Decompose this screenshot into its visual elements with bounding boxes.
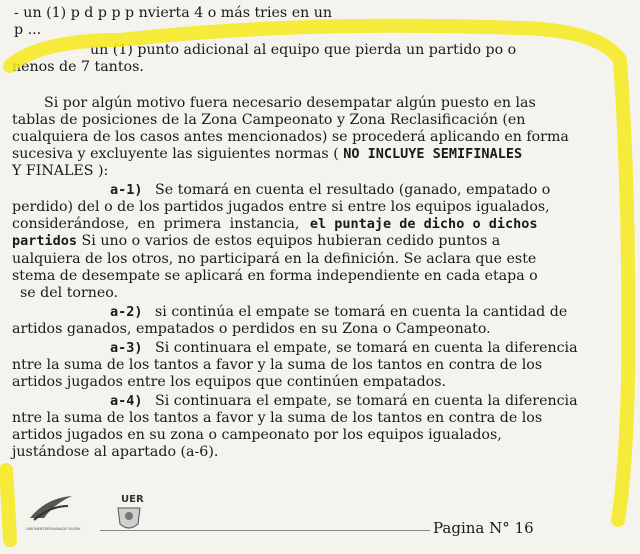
rule-label: a-2): [110, 304, 143, 320]
rule-text: Si continuara el empate, se tomará en cuenta la diferencia: [155, 340, 578, 356]
text-line: artidos jugados entre los equipos que continúen empatados.: [12, 374, 447, 390]
page-number: Pagina N° 16: [433, 519, 534, 537]
footer-rule: [100, 530, 430, 531]
rule-label: a-1): [110, 182, 143, 198]
text-line: Si por algún motivo fuera necesario desempatar algún puesto en las: [44, 95, 536, 111]
bold-text: el puntaje de dicho o dichos: [309, 216, 538, 232]
text-line: tablas de posiciones de la Zona Campeonato y Zona Reclasificación (en: [12, 112, 526, 128]
bold-text: partidos: [12, 233, 78, 249]
rule-text: Si continuara el empate, se tomará en cuenta la diferencia: [155, 393, 578, 409]
text-span: Si uno o varios de estos equipos hubieran cedido puntos a: [81, 233, 501, 249]
text-line: ntre la suma de los tantos a favor y la suma de los tantos en contra de los: [12, 357, 543, 373]
text-line: justándose al apartado (a-6).: [12, 444, 219, 460]
text-span: considerándose, en primera instancia,: [12, 216, 300, 232]
bold-text: NO INCLUYE SEMIFINALES: [343, 146, 523, 162]
text-line: cualquiera de los casos antes mencionados) se procederá aplicando en forma: [12, 129, 569, 145]
text-line: p ...: [14, 22, 42, 38]
rule-text: Se tomará en cuenta el resultado (ganado, empatado o: [155, 182, 551, 198]
text-line: ualquiera de los otros, no participará en la definición. Se aclara que este: [12, 251, 537, 267]
text-line: artidos jugados en su zona o campeonato por los equipos igualados,: [12, 427, 502, 443]
rule-text: si continúa el empate se tomará en cuenta la cantidad de: [155, 304, 568, 320]
text-line: stema de desempate se aplicará en forma independiente en cada etapa o: [12, 268, 538, 284]
text-line: perdido) del o de los partidos jugados entre si entre los equipos igualados,: [12, 199, 550, 215]
rule-label: a-3): [110, 340, 143, 356]
logo-caption: UNIONENTRERRIANADE RUGBY: [26, 527, 81, 531]
uer-logo-text: UER: [121, 494, 144, 505]
text-line: - un (1) p d p p p nvierta 4 o más tries en un: [14, 5, 333, 21]
text-line: se del torneo.: [20, 285, 119, 301]
text-line: nenos de 7 tantos.: [12, 59, 144, 75]
text-line: artidos ganados, empatados o perdidos en su Zona o Campeonato.: [12, 321, 491, 337]
text-span: sucesiva y excluyente las siguientes normas (: [12, 146, 339, 162]
text-line: ntre la suma de los tantos a favor y la suma de los tantos en contra de los: [12, 410, 543, 426]
rule-label: a-4): [110, 393, 143, 409]
text-line: un (1) punto adicional al equipo que pierda un partido po o: [90, 42, 517, 58]
text-line: Y FINALES ):: [12, 163, 109, 179]
union-logo-icon: [28, 494, 74, 524]
